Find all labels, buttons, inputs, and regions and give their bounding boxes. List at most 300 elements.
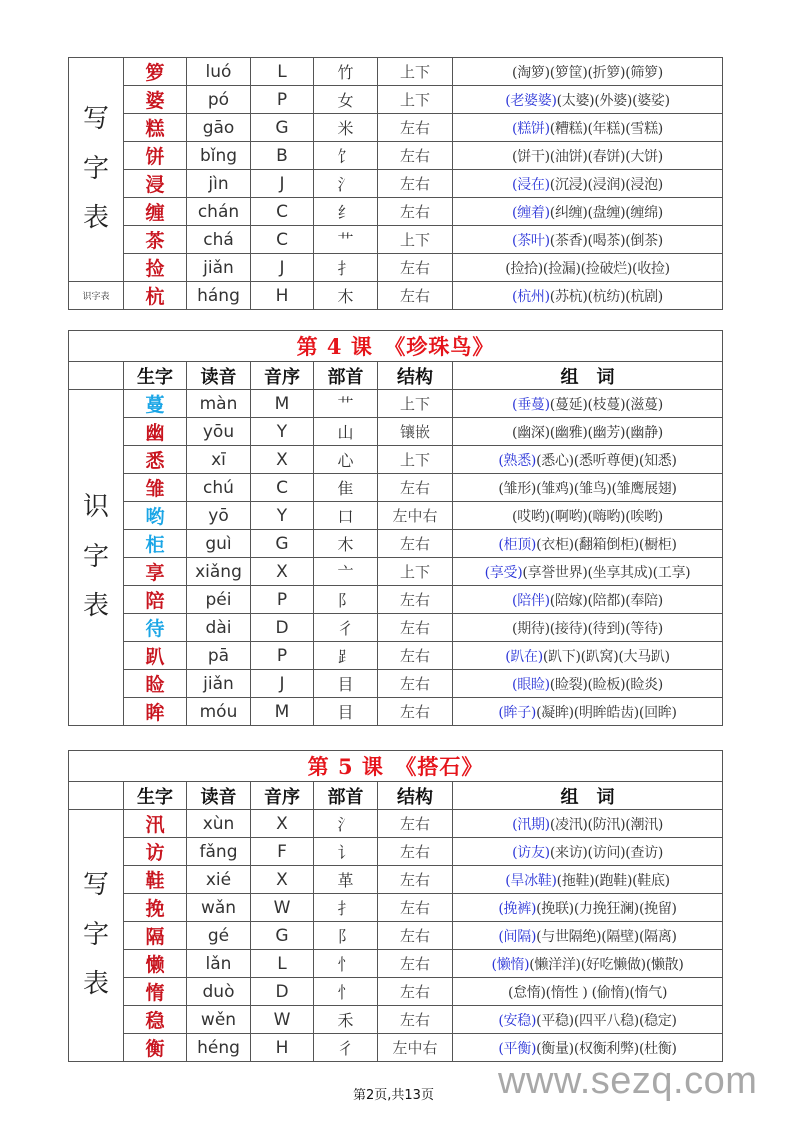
pinyin: héng (187, 1034, 251, 1062)
word-list: (衡量)(权衡利弊)(杜衡) (536, 1040, 677, 1057)
radical: 革 (314, 866, 378, 894)
radical: 木 (314, 530, 378, 558)
structure: 左右 (378, 586, 453, 614)
phonetic-order: Y (251, 502, 314, 530)
radical: 心 (314, 446, 378, 474)
word-list: (纠缠)(盘缠)(缠绵) (549, 204, 663, 221)
new-character: 访 (124, 838, 187, 866)
table-row (69, 282, 723, 310)
header-order: 音序 (251, 362, 314, 390)
phonetic-order: F (251, 838, 314, 866)
word-combinations (453, 922, 723, 950)
structure: 左右 (378, 282, 453, 310)
radical: 氵 (314, 170, 378, 198)
word-combinations (453, 254, 723, 282)
structure: 上下 (378, 86, 453, 114)
pinyin: màn (187, 390, 251, 418)
word-combinations (453, 978, 723, 1006)
highlighted-word: (汛期) (512, 816, 550, 833)
page-number: 第2页,共13页 (353, 1088, 434, 1103)
phonetic-order: C (251, 474, 314, 502)
word-combinations (453, 866, 723, 894)
radical: 扌 (314, 254, 378, 282)
highlighted-word: (懒惰) (491, 956, 530, 973)
table-row (69, 1034, 723, 1062)
lesson3-continuation-table (68, 57, 723, 310)
pinyin: xié (187, 866, 251, 894)
column-header-row (69, 782, 723, 810)
table-row (69, 950, 723, 978)
radical: 山 (314, 418, 378, 446)
pinyin: wěn (187, 1006, 251, 1034)
new-character: 享 (124, 558, 187, 586)
highlighted-word: (眼睑) (512, 676, 550, 693)
table-row (69, 170, 723, 198)
table-body (69, 390, 723, 726)
phonetic-order: D (251, 978, 314, 1006)
new-character: 浸 (124, 170, 187, 198)
structure: 左右 (378, 698, 453, 726)
table-row (69, 474, 723, 502)
phonetic-order: X (251, 558, 314, 586)
structure: 左右 (378, 142, 453, 170)
table-row (69, 642, 723, 670)
new-character: 稳 (124, 1006, 187, 1034)
highlighted-word: (间隔) (498, 928, 537, 945)
word-list: (平稳)(四平八稳)(稳定) (536, 1012, 677, 1029)
pinyin: pā (187, 642, 251, 670)
word-list: (蔓延)(枝蔓)(滋蔓) (549, 396, 663, 413)
phonetic-order: P (251, 586, 314, 614)
word-combinations (453, 474, 723, 502)
word-combinations (453, 282, 723, 310)
radical: 纟 (314, 198, 378, 226)
structure: 左右 (378, 198, 453, 226)
table-row (69, 142, 723, 170)
lesson-title: 第 5 课 《搭石》 (69, 751, 723, 782)
radical: 彳 (314, 1034, 378, 1062)
phonetic-order: G (251, 530, 314, 558)
pinyin: jiǎn (187, 254, 251, 282)
header-radical: 部首 (314, 362, 378, 390)
phonetic-order: W (251, 894, 314, 922)
word-combinations (453, 1006, 723, 1034)
word-combinations (453, 894, 723, 922)
new-character: 眸 (124, 698, 187, 726)
table-row (69, 558, 723, 586)
phonetic-order: L (251, 58, 314, 86)
highlighted-word: (访友) (512, 844, 550, 861)
word-combinations (453, 114, 723, 142)
pinyin: chú (187, 474, 251, 502)
section-label-char: 表 (82, 203, 109, 234)
table-row (69, 58, 723, 86)
radical: 亠 (314, 558, 378, 586)
new-character: 悉 (124, 446, 187, 474)
new-character: 杭 (124, 282, 187, 310)
pinyin: gé (187, 922, 251, 950)
phonetic-order: Y (251, 418, 314, 446)
structure: 上下 (378, 390, 453, 418)
pinyin: gāo (187, 114, 251, 142)
highlighted-word: (享受) (484, 564, 523, 581)
pinyin: pó (187, 86, 251, 114)
new-character: 蔓 (124, 390, 187, 418)
word-list: (糟糕)(年糕)(雪糕) (549, 120, 663, 137)
structure: 左右 (378, 254, 453, 282)
table-row (69, 838, 723, 866)
table-row (69, 810, 723, 838)
word-list: (茶香)(喝茶)(倒茶) (549, 232, 663, 249)
structure: 左中右 (378, 502, 453, 530)
highlighted-word: (眸子) (498, 704, 537, 721)
new-character: 缠 (124, 198, 187, 226)
section-label (69, 390, 124, 726)
highlighted-word: (柜顶) (498, 536, 537, 553)
table-row (69, 198, 723, 226)
highlighted-word: (熟悉) (498, 452, 537, 469)
pinyin: jiǎn (187, 670, 251, 698)
new-character: 鞋 (124, 866, 187, 894)
section-label-char: 字 (82, 153, 109, 184)
header-char: 生字 (124, 362, 187, 390)
radical: 忄 (314, 978, 378, 1006)
header-structure: 结构 (378, 782, 453, 810)
radical: 米 (314, 114, 378, 142)
table-row (69, 418, 723, 446)
radical: 隹 (314, 474, 378, 502)
pinyin: yō (187, 502, 251, 530)
phonetic-order: M (251, 390, 314, 418)
table-body (69, 810, 723, 1062)
pinyin: fǎng (187, 838, 251, 866)
word-list: (苏杭)(杭纺)(杭剧) (549, 288, 663, 305)
new-character: 趴 (124, 642, 187, 670)
word-list: (陪嫁)(陪都)(奉陪) (549, 592, 663, 609)
new-character: 汛 (124, 810, 187, 838)
highlighted-word: (趴在) (505, 648, 543, 665)
structure: 左右 (378, 866, 453, 894)
lesson-title: 第 4 课 《珍珠鸟》 (69, 331, 723, 362)
table-row (69, 114, 723, 142)
section-label-char: 字 (82, 541, 109, 572)
table-row (69, 894, 723, 922)
header-structure: 结构 (378, 362, 453, 390)
word-combinations (453, 642, 723, 670)
radical: 扌 (314, 894, 378, 922)
phonetic-order: P (251, 642, 314, 670)
new-character: 睑 (124, 670, 187, 698)
table-row (69, 586, 723, 614)
pinyin: luó (187, 58, 251, 86)
new-character: 懒 (124, 950, 187, 978)
word-combinations (453, 838, 723, 866)
header-radical: 部首 (314, 782, 378, 810)
radical: 目 (314, 698, 378, 726)
phonetic-order: C (251, 198, 314, 226)
phonetic-order: G (251, 922, 314, 950)
word-combinations (453, 502, 723, 530)
word-combinations (453, 698, 723, 726)
highlighted-word: (旱冰鞋) (505, 872, 557, 889)
lesson5-table (68, 750, 723, 1062)
phonetic-order: W (251, 1006, 314, 1034)
structure: 左右 (378, 642, 453, 670)
word-combinations (453, 810, 723, 838)
table-row (69, 502, 723, 530)
pinyin: xī (187, 446, 251, 474)
pinyin: duò (187, 978, 251, 1006)
header-order: 音序 (251, 782, 314, 810)
structure: 左右 (378, 114, 453, 142)
radical: 氵 (314, 810, 378, 838)
table-row (69, 614, 723, 642)
structure: 左右 (378, 614, 453, 642)
word-combinations (453, 198, 723, 226)
radical: 艹 (314, 390, 378, 418)
structure: 左右 (378, 810, 453, 838)
highlighted-word: (杭州) (512, 288, 550, 305)
new-character: 幽 (124, 418, 187, 446)
word-combinations (453, 558, 723, 586)
phonetic-order: L (251, 950, 314, 978)
table-row (69, 698, 723, 726)
highlighted-word: (安稳) (498, 1012, 537, 1029)
header-blank (69, 362, 124, 390)
pinyin: xùn (187, 810, 251, 838)
highlighted-word: (挽裤) (498, 900, 537, 917)
structure: 左右 (378, 838, 453, 866)
radical: 木 (314, 282, 378, 310)
word-list: (淘箩)(箩筐)(折箩)(筛箩) (512, 64, 663, 81)
section-label-char: 写 (82, 870, 109, 901)
word-list: (怠惰)(惰性 ) (偷惰)(惰气) (507, 984, 668, 1001)
word-list: (沉浸)(浸润)(浸泡) (549, 176, 663, 193)
word-combinations (453, 1034, 723, 1062)
highlighted-word: (糕饼) (512, 120, 550, 137)
structure: 上下 (378, 446, 453, 474)
radical: 阝 (314, 922, 378, 950)
header-words: 组 词 (453, 782, 723, 810)
table-body (69, 58, 723, 310)
pinyin: dài (187, 614, 251, 642)
header-pinyin: 读音 (187, 782, 251, 810)
pinyin: lǎn (187, 950, 251, 978)
phonetic-order: D (251, 614, 314, 642)
new-character: 惰 (124, 978, 187, 1006)
structure: 左右 (378, 670, 453, 698)
phonetic-order: J (251, 170, 314, 198)
table-row (69, 670, 723, 698)
highlighted-word: (陪伴) (512, 592, 550, 609)
word-combinations (453, 58, 723, 86)
radical: 讠 (314, 838, 378, 866)
highlighted-word: (老婆婆) (505, 92, 557, 109)
phonetic-order: H (251, 1034, 314, 1062)
word-combinations (453, 170, 723, 198)
header-char: 生字 (124, 782, 187, 810)
new-character: 婆 (124, 86, 187, 114)
word-combinations (453, 86, 723, 114)
phonetic-order: G (251, 114, 314, 142)
word-list: (拖鞋)(跑鞋)(鞋底) (556, 872, 670, 889)
radical: 彳 (314, 614, 378, 642)
phonetic-order: X (251, 446, 314, 474)
word-list: (饼干)(油饼)(春饼)(大饼) (512, 148, 663, 165)
word-list: (来访)(访问)(查访) (549, 844, 663, 861)
word-list: (凌汛)(防汛)(潮汛) (549, 816, 663, 833)
table-row (69, 390, 723, 418)
highlighted-word: (平衡) (498, 1040, 537, 1057)
phonetic-order: X (251, 866, 314, 894)
word-list: (凝眸)(明眸皓齿)(回眸) (536, 704, 677, 721)
pinyin: xiǎng (187, 558, 251, 586)
new-character: 糕 (124, 114, 187, 142)
radical: 禾 (314, 1006, 378, 1034)
word-combinations (453, 418, 723, 446)
word-combinations (453, 530, 723, 558)
new-character: 柜 (124, 530, 187, 558)
header-blank (69, 782, 124, 810)
highlighted-word: (垂蔓) (512, 396, 550, 413)
radical: 饣 (314, 142, 378, 170)
structure: 左右 (378, 894, 453, 922)
radical: 阝 (314, 586, 378, 614)
table-row (69, 254, 723, 282)
pinyin: yōu (187, 418, 251, 446)
radical: ⻊ (314, 642, 378, 670)
structure: 左右 (378, 922, 453, 950)
structure: 左右 (378, 474, 453, 502)
watermark: www.sezq.com (498, 1060, 758, 1102)
radical: 女 (314, 86, 378, 114)
word-list: (雏形)(雏鸡)(雏鸟)(雏鹰展翅) (498, 480, 677, 497)
lesson4-table (68, 330, 723, 726)
table-row (69, 530, 723, 558)
structure: 上下 (378, 558, 453, 586)
phonetic-order: X (251, 810, 314, 838)
phonetic-order: P (251, 86, 314, 114)
table-row (69, 866, 723, 894)
word-list: (趴下)(趴窝)(大马趴) (542, 648, 670, 665)
word-list: (悉心)(悉听尊便)(知悉) (536, 452, 677, 469)
word-list: (挽联)(力挽狂澜)(挽留) (536, 900, 677, 917)
pinyin: wǎn (187, 894, 251, 922)
phonetic-order: C (251, 226, 314, 254)
structure: 上下 (378, 58, 453, 86)
new-character: 饼 (124, 142, 187, 170)
phonetic-order: J (251, 254, 314, 282)
pinyin: chá (187, 226, 251, 254)
table-row (69, 922, 723, 950)
word-list: (与世隔绝)(隔壁)(隔离) (536, 928, 677, 945)
word-combinations (453, 950, 723, 978)
word-list: (懒洋洋)(好吃懒做)(懒散) (529, 956, 684, 973)
new-character: 箩 (124, 58, 187, 86)
new-character: 待 (124, 614, 187, 642)
pinyin: móu (187, 698, 251, 726)
new-character: 哟 (124, 502, 187, 530)
word-list: (哎哟)(啊哟)(嗨哟)(唉哟) (512, 508, 663, 525)
word-list: (捡拾)(捡漏)(捡破烂)(收捡) (505, 260, 670, 277)
new-character: 陪 (124, 586, 187, 614)
section-label (69, 810, 124, 1062)
structure: 左右 (378, 170, 453, 198)
structure: 镶嵌 (378, 418, 453, 446)
phonetic-order: J (251, 670, 314, 698)
radical: 目 (314, 670, 378, 698)
highlighted-word: (缠着) (512, 204, 550, 221)
phonetic-order: B (251, 142, 314, 170)
new-character: 挽 (124, 894, 187, 922)
word-list: (期待)(接待)(待到)(等待) (512, 620, 663, 637)
new-character: 雏 (124, 474, 187, 502)
structure: 左右 (378, 950, 453, 978)
pinyin: péi (187, 586, 251, 614)
radical: 口 (314, 502, 378, 530)
section-label-char: 表 (82, 591, 109, 622)
radical: 竹 (314, 58, 378, 86)
word-combinations (453, 614, 723, 642)
section-label-char: 表 (82, 969, 109, 1000)
word-combinations (453, 670, 723, 698)
pinyin: háng (187, 282, 251, 310)
radical: 忄 (314, 950, 378, 978)
word-combinations (453, 390, 723, 418)
pinyin: chán (187, 198, 251, 226)
pinyin: bǐng (187, 142, 251, 170)
new-character: 隔 (124, 922, 187, 950)
header-words: 组 词 (453, 362, 723, 390)
structure: 上下 (378, 226, 453, 254)
section-label-char: 识 (82, 492, 109, 523)
table-row (69, 978, 723, 1006)
word-list: (享誉世界)(坐享其成)(工享) (522, 564, 691, 581)
word-list: (睑裂)(睑板)(睑炎) (549, 676, 663, 693)
new-character: 捡 (124, 254, 187, 282)
section-label (69, 58, 124, 282)
pinyin: guì (187, 530, 251, 558)
phonetic-order: H (251, 282, 314, 310)
structure: 左右 (378, 530, 453, 558)
structure: 左中右 (378, 1034, 453, 1062)
word-combinations (453, 446, 723, 474)
word-list: (太婆)(外婆)(婆娑) (556, 92, 670, 109)
highlighted-word: (茶叶) (512, 232, 550, 249)
column-header-row (69, 362, 723, 390)
phonetic-order: M (251, 698, 314, 726)
table-row (69, 446, 723, 474)
word-combinations (453, 142, 723, 170)
section-label-char: 字 (82, 919, 109, 950)
section-label-small: 识字表 (69, 282, 124, 310)
header-pinyin: 读音 (187, 362, 251, 390)
word-combinations (453, 226, 723, 254)
structure: 左右 (378, 1006, 453, 1034)
structure: 左右 (378, 978, 453, 1006)
word-combinations (453, 586, 723, 614)
highlighted-word: (浸在) (512, 176, 550, 193)
radical: 艹 (314, 226, 378, 254)
table-row (69, 86, 723, 114)
word-list: (幽深)(幽雅)(幽芳)(幽静) (512, 424, 663, 441)
section-label-char: 写 (82, 104, 109, 135)
table-row (69, 1006, 723, 1034)
new-character: 茶 (124, 226, 187, 254)
pinyin: jìn (187, 170, 251, 198)
new-character: 衡 (124, 1034, 187, 1062)
word-list: (衣柜)(翻箱倒柜)(橱柜) (536, 536, 677, 553)
